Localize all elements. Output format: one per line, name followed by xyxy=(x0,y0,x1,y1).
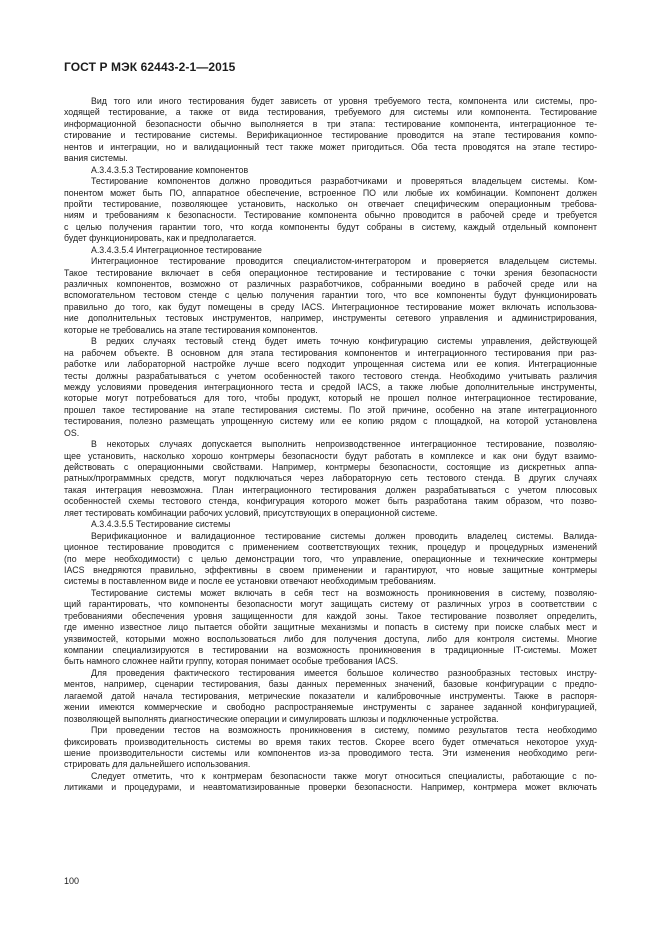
document-body xyxy=(64,96,597,794)
text-line: вспомогательном тестовом стенде с целью получения гарантии того, что все компоненты будут функционировать xyxy=(64,290,597,301)
page-number: 100 xyxy=(64,876,80,886)
text-line: Следует отметить, что к контрмерам безопасности также могут относиться специалисты, работающие с по- xyxy=(91,770,597,781)
text-line: В некоторых случаях допускается выполнить непроизводственное интеграционное тестирование, позволяю- xyxy=(91,439,597,450)
text-line: уязвимостей, которыми можно воспользоваться либо для получения доступа, либо для контроля системы. Многие xyxy=(64,633,597,644)
text-line: тесты должны разрабатываться с учетом особенностей такого тестового стенда. Необходимо учитывать различия xyxy=(64,370,597,381)
text-line: лагаемой датой начала тестирования, метрические показатели и калибровочные инструменты. Также в распоря- xyxy=(64,690,597,701)
text-line: При проведении тестов на возможность проникновения в систему, помимо результатов теста необходимо xyxy=(91,725,597,736)
text-line: А.3.4.3.5.3 Тестирование компонентов xyxy=(91,164,249,175)
text-line: которые не требовались на этапе тестирования компонентов. xyxy=(64,324,318,335)
text-line: с целью получения гарантии того, что когда компоненты будут собраны в систему, каждый отдельный компонент xyxy=(64,221,597,232)
text-line: ратных/программных средств, могут подключаться через лабораторную сеть тестового стенда. В других случаях xyxy=(64,473,597,484)
text-line: нентов и интеграции, но и валидационный тест также может пригодиться. Оба теста проводятся на этапе тестиро- xyxy=(64,141,597,152)
text-line: Для проведения фактического тестирования имеется большое количество разнообразных тестовых инстру- xyxy=(91,667,597,678)
text-line: Тестирование системы может включать в себя тест на возможность проникновения в систему, позволяю- xyxy=(91,587,597,598)
text-line: особенностей схемы тестового стенда, конфигурация которого может быть разработана таким образом, что позво- xyxy=(64,496,597,507)
text-line: стрировать для дальнейшего использования. xyxy=(64,759,251,770)
text-line: ментов, например, сценарии тестирования, базы данных переменных значений, базовые конфигурации с предпо- xyxy=(64,679,597,690)
text-line: шение производительности системы или компонентов из-за проводимого теста. Эти изменения необходимо реги- xyxy=(64,747,597,758)
text-line: быть намного сложнее найти группу, которая понимает особые требования IACS. xyxy=(64,656,399,667)
text-line: действовать с операционными свойствами. Например, контрмеры безопасности, состоящие из дискретных аппа- xyxy=(64,462,597,472)
text-line: жении имеются коммерческие и свободно распространяемые инструменты с заранее заданной конфигурацией, xyxy=(64,702,597,713)
text-line: ходящей тестирование, а также от вида тестирования, требуемого для системы или компонента. Тестирование xyxy=(64,107,597,118)
text-line: щий гарантировать, что компоненты безопасности могут защищать систему от различных угроз в соответствии с xyxy=(64,599,597,610)
text-line: литиками и процедурами, и неавтоматизированные проверки безопасности. Например, контрмера может включать xyxy=(64,782,597,793)
text-line: понентом может быть ПО, аппаратное обеспечение, встроенное ПО или любые их комбинации. Компонент должен xyxy=(64,187,597,198)
text-line: компании специализируются в тестировании на возможность проникновения в традиционные IT-системы. Может xyxy=(64,645,597,655)
text-line: (по мере необходимости) с целью демонстрации того, что управление, операционные и технические контрмеры xyxy=(64,553,597,564)
text-line: вания системы. xyxy=(64,153,128,164)
text-line: А.3.4.3.5.5 Тестирование системы xyxy=(91,519,231,530)
text-line: где именно известное лицо пытается обойти защитные механизмы и попасть в систему при поиске слабых мест и xyxy=(64,622,597,633)
text-line: такая интеграция невозможна. План интеграционного тестирования должен разрабатываться с учетом плюсовых xyxy=(64,484,597,495)
text-line: фиксировать производительность системы во время таких тестов. Скорее всего будет отмечаться некоторое ухуд- xyxy=(64,736,597,747)
document-header: ГОСТ Р МЭК 62443-2-1—2015 xyxy=(64,60,236,74)
text-line: системы в поставленном виде и после ее установки отвечают необходимым требованиям. xyxy=(64,576,436,587)
text-line: ниям и требованиям к безопасности. Тестирование компонента обычно проводится в рабочей среде и требуется xyxy=(64,210,597,221)
text-line: Такое тестирование включает в себя операционное тестирование и тестирование с точки зрения безопасности xyxy=(64,267,597,278)
text-line: между условиями проведения интеграционного теста и средой IACS, а также любые дополнительные инструменты, xyxy=(64,381,597,392)
text-line: требованиями обеспечения уровня защищенности для каждой зоны. Такое тестирование позволяет определить, xyxy=(64,610,597,621)
text-line: Вид того или иного тестирования будет зависеть от уровня требуемого теста, компонента или системы, про- xyxy=(91,96,597,106)
text-line: различных компонентов, возможно от различных разработчиков, собранными воедино в рабочей среде или на xyxy=(64,279,597,289)
text-line: Верификационное и валидационное тестирование системы должен проводить владелец системы. Валида- xyxy=(91,530,597,541)
text-line: позволяющей выполнять диагностические операции и симулировать шлюзы и подключенные устройства. xyxy=(64,713,499,724)
text-line: пройти тестирование, позволяющее установить, насколько он отвечает специфическим операционным требова- xyxy=(64,198,597,209)
text-line: щее установить, насколько хорошо контрмеры безопасности будут работать в комплексе и как они будут взаимо- xyxy=(64,450,597,461)
text-line: IACS внедряются правильно, эффективны в своем применении и гарантируют, что новые защитные контрмеры xyxy=(64,564,597,575)
text-line: будет функционировать, как и предполагается. xyxy=(64,233,257,244)
text-line: стирование и тестирование системы. Верификационное тестирование проводится на этапе тестирования компо- xyxy=(64,130,597,141)
text-line: на рабочем объекте. В основном для этапа тестирования компонентов и интеграционного тестирования при раз- xyxy=(64,347,597,358)
text-line: Тестирование компонентов должно проводиться разработчиками и проверяться владельцем системы. Ком- xyxy=(91,176,597,187)
text-line: ционное тестирование проводится с применением соответствующих техник, процедур и процедурных изменений xyxy=(64,542,597,553)
text-line: правильно до того, как будут помещены в среду IACS. Интеграционное тестирование может включать использова- xyxy=(64,301,597,312)
text-line: Интеграционное тестирование проводится специалистом-интегратором и проверяется владельцем системы. xyxy=(91,256,597,267)
text-line: А.3.4.3.5.4 Интеграционное тестирование xyxy=(91,244,262,255)
text-line: прошел такое тестирование на этапе тестирования системы. По этой причине, особенно на этапе интеграционного xyxy=(64,404,597,415)
text-line: которые могут потребоваться для того, чтобы продукт, который не прошел полное интеграционное тестирование, xyxy=(64,393,597,404)
text-line: В редких случаях тестовый стенд будет иметь точную конфигурацию системы управления, действующей xyxy=(91,336,597,347)
text-line: тестирования, полезно размещать упрощенную систему или ее копию рядом с площадкой, на которой установлена xyxy=(64,416,597,427)
text-line: информационной безопасности обычно выполняется в три этапа: тестирование компонента, интеграционное те- xyxy=(64,118,597,129)
text-line: ние дополнительных тестовых инструментов, например, инструменты сетевого управления и администрирования, xyxy=(64,313,597,324)
text-line: работке или лабораторной настройке лучше всего подходит упрощенная система или ее копия. Интеграционные xyxy=(64,359,597,370)
text-line: ляет тестировать комбинации рабочих условий, присутствующих в операционной системе. xyxy=(64,507,438,518)
text-line: OS. xyxy=(64,427,80,438)
